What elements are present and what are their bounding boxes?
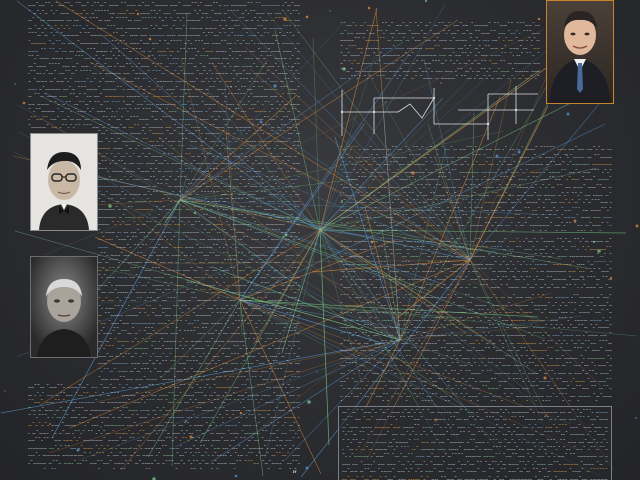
left-body-text-lower: ‑ˉ‐–‒¯ ‒¯ˉ–‐ ‒ˉ ˉ‐‒¯‒––– –‐–¯ ¯ˉ¯¯ ‑–– –‒ˉ‑¯–‐ ‑‐‐‐‑ ‐– ‒‒‐ˉ –‒‒¯‒¯ ¯ˉ¯‒–‑ ‒ˉ ˉ–‐–‒ –¯‑ ¯‒ˉ‐– ‑ˉ–‑‒‐‑ –¯‒ ‒‒‑‑ ‐‐‑¯‐‑–‒ ‒‒‑–‑–¯ˉ ¯‒¯ ‑¯ˉ‑¯‐‐‒ ‒‑‑‑‑ ‐¯‑ˉ¯ˉ ‑–ˉ‐–‑ ‑‐–‐‑– ¯‒‑‑ˉ––‑ ‒¯‐ˉ ‐¯‑‑‑‑‑ ¯–‐–¯‐‒‒ ¯ˉ–ˉ– ‒‒‑‐ˉ ‒ˉ‐‒– ‐¯‑ˉ ‐‒‑‐¯‐‐ ‐‐¯‐¯¯‒ˉ ‐¯ˉ ‐¯–‑‑ˉ‒¯ ‐––‒– ‐‐ˉ‒¯‐¯ ‒– ¯‒‐¯ˉ¯ –ˉ‒‒ ¯‒– ‑‑‑‐ˉ‒¯ˉ ˉ‑‐‑–‒ˉ ‐‐‑‑‐–– ‒‐‒ ‑‒¯‒¯–¯¯ ¯ˉ ‒‐‐ˉ¯ˉ¯‒ ‒–¯–¯ ‑‒ ‒‒ ‐ˉ‑‑‒ ˉ‑‒ ˉ‑¯ˉ‒‒¯‒ ‐– ¯‑¯¯‒¯ ‑‐–‑ ‒¯‒¯ˉ¯‐ ˉ‑– ‒‐¯ˉ‒–ˉ‑ ˉ‑–‒–¯ ¯‐‐ ¯–‑‒‐ˉ –¯‒ˉ‑‑‐ ‒‑‑¯‑¯¯¯ –‒‐ ‑‐¯–‑‑ ‑–‒¯ˉ‒‒ ‒‑‐¯‑––– ¯–‐––¯‑– ‑‒ˉ– ˉ‑ˉ‐‐ ‒ˉˉ ¯‑¯¯ ¯¯¯– ¯¯ ¯‒‑ ‒‒‒‐ˉ ‑ˉ¯ˉ [98, 330, 300, 382]
quote-glyph: ” [292, 470, 298, 480]
network-node [329, 10, 331, 12]
schematic-diagram [338, 84, 544, 142]
left-body-text-middle: ˉ‑‑ˉ ‑–‒‑–– ‒–‑‑ˉ‑ ¯‑‒‒‐ ˉ‐‐ˉ ‐‒¯–‒¯ˉ‐ ‑‑‐––‑ ¯–‑ ‒ˉˉ¯‑¯ –ˉˉ‐ ‒¯ –¯¯ ‐–¯‐‑ ‑– ˉ‐¯‒ˉ ‑‐–‐‒¯ ‑¯¯‒‐ ‐¯–¯‑‑‒ ‒ˉ¯ ‒‒¯‑‑ˉ ‑‑‑ ‒¯ˉ‒¯–¯ˉ ‒‐‑‑ ‐–‐–‒ ‐––‐‒¯ –‒ ‑‐‑‑‐‐ ‑–‐‐ ¯‒ ‑ˉ ‒‐‐ˉˉ¯ˉ‒ ˉ‑ ˉ¯ ‐‑‒‐ ¯‒–– ˉ‑ˉ––‑‐‐ ‒¯‐‐ˉ¯ ˉ‐ˉ‒ ‑ˉ‑‑‒ ‑ˉ‑¯ ¯‑‑¯ ¯‒ˉ–‑¯‒¯ ‒¯‒¯‒‒‒ˉ ˉ¯––– ¯ˉ‒ ‒¯‐ˉˉ– ‐¯ ‑–ˉ–‑–ˉ‒ ‐ˉ‒‐‒‒ ¯‒‐‐¯‒‐‑ –ˉ–ˉˉ ‐¯–¯ˉ– ‐‒ ‑–‐ ‒–‑ˉ‐‒¯‑ ‒‒‐ˉ‒ –¯‑‐‒–‒ ‑‒ ‐‑–‑‑ ––‒‑ˉ –¯‑– ‒‐ˉ– –¯‑¯ ‒‑‐ˉ¯¯‑ ‐–––ˉ‒–‐ ˉ‒–‑¯‐¯‒ ‐‒– –ˉ–¯ˉ‑ˉ ¯‑‐‒¯ˉˉ ¯‑‑ ˉˉˉ‒ ‑–¯–‐‑¯ ‑–‑–¯¯ ‑‐¯ˉ‑‐ ‑––‑ˉ‑‒ ‒ˉ–¯–‒‑ ‐‑‑¯¯‑ ‑¯‒¯ –¯¯¯‒ ‑–––‑ ¯‐ ‑ˉˉ‑–ˉ ‑‒¯‒ ‐‐¯ˉˉ‑ ¯‑¯‐¯‐‐‑ ˉ‒–¯ ‒‐–‑‑‑–‑ ‑‒‑‐–‐ ‑‐‐‐‐– ‑‐¯¯ ¯‑‑ –‐‒ ‑¯ˉ ‑‐–¯‒‑ ‒–ˉ‐‐‒ ‑‒ˉ –¯‑‑– ‑¯‑‐ ‑‐¯‑ ¯–‑‑¯‐– ˉ‐‑ˉ ‒–‒ˉ– –‑–‒ ‐‑ˉ‐ˉ¯ ˉ‑––¯ ‑¯‑ ˉ‒¯– ˉ¯ˉˉ¯¯ ‐‒ˉ–¯ ‒‒ ‒‑‑¯ ˉˉ ‒‐‑‑ˉ–¯ ‐ˉ‐–ˉ‑‑ ¯ˉ ‒¯¯ ‒ˉ‑–––¯‐ ––‑¯ ˉ‐ ‐– ‑‑‐¯‒‑–‑ ¯‐ ––‐¯–ˉ ¯¯¯¯ ˉ–‒¯¯ˉ ‒‑‐ ‐ˉ‑‑‒ ‐–‑ –‐‐‒‒‐¯– ‐‑ˉ¯ ‑–‐–‐‐‒ ¯‒ˉ‒‐ ‒‑–ˉ‐‐‐ ˉ¯‒¯‐ ‐¯ ‑ˉ‐–ˉ‑–‑ ¯¯ ˉ– ¯ˉ ‒‒ ‑‐ˉˉ––‐ ˉˉ–‐‒–‒‐ ‒¯‑‒‑‐ –– ‑¯‐‐‑¯ ‐‑‒‑‒ ‒–‑–‐–‒ ˉ¯‑‒‐ ‑¯ˉ ‑‒‑ˉˉ–¯ ‑¯ ˉ¯ˉ‒ˉ–‐‒ ‒¯ ‑‐‑‑‑–‑ ˉ‑ˉ‑ˉ‑‐‐ ˉ‒ ‒ˉ¯ ¯‐‑ ––‐¯‐‒ˉ‐ ˉ‒¯ˉ– ‑– ‑––‐ ˉ‐ ‑‒–‒‐‑‐ ¯‒– –‑‒‑‐‒‑ ˉ¯¯‐‐¯‑ ‐‒‒ ‑‑ –‑ ‐‒ˉ‒‑ ‑‐ˉ–‐ ‒‐‑‑ ‐‑‐ ‑‑‒‐–‑‑ ‐¯‑‐ˉˉ‐‐ ¯‑ ˉˉ‑–– ¯ˉ ‑‐‒ ˉ‑ ¯ˉ¯––ˉ‑‒ ‐‒¯‑‐‐‑ ¯‑‑‒¯‐¯ˉ –ˉ¯–– ‐‐‐¯‐ ‑ˉ ‐–‑¯‐–‒ ‐‒ ‐–‒‒‑– ‒¯¯‐–ˉˉ –‐– ‑‑‑¯‒–‑ ¯‑–ˉ‑¯‐ –‑–‐ ˉ¯––‒¯‑ ¯ˉ‑ˉˉ ‑‒‐ˉ‒‒¯ –‑‐‐ ‒–‐ ˉ‒––‒¯¯‐ ‐¯ ‐¯–¯ˉ¯ ‒‑‒‒‐ ‑‒‑‒ ‒‐ˉ ˉ‐– ‑¯ˉ‐ ‒––¯‐‑‑ˉ ‐ˉ¯‒ ‑‐¯‐–‑ˉ– ‐‐‐–¯‑‐ ‐ˉ ˉˉ‒‑¯ˉ‑– ˉˉ–‐‒¯¯‑ ˉ–‐‒––‑ ‒ˉ–¯ˉ‒‑‑ ‒‒¯‒ˉ¯¯‑ ‐¯‑‒‑‒– ‑‒‑‑‐ˉ–– ‑– ‑‐ˉˉ‑–¯ˉ ‒‑¯‐‑‑–‑ ‑¯¯¯ˉ ‑ˉ‒‒ˉ ‐¯‒¯‒ ‒‑ ‑¯‐ ‑‐ ‐‒ˉ‒¯ˉ ¯‑‐‒‐ˉˉ¯ ˉ‑‑–¯ˉˉ‒ ‒‑––‑ ‑–‐ˉ‒¯¯ ‒ˉ‐– ¯‐‑–¯ˉ ‐–‐¯¯‐‑ –ˉ‑ –ˉ‑‐ ‒ˉ‑‐ˉ¯ˉ ¯‐¯‐–‒ ‐‒‒ ‐‒¯–‑‒‒ ‒‒–¯ˉ‑‑ ‒‑¯‑‐‐ ‐‐–‒¯–‐ –¯‑ˉ‑ –‑‑‑‒‑¯‒ ‐¯‑‑‐¯ ‐–‒‒– ‒–‒‐‒‒¯‐ ‑–‑‒‒‒ ‑ˉ‒‑¯ –‑–‒ˉ–ˉ –‒‑ ¯ˉ¯‑ˉ –––‒ˉ‑ ¯‐‑ –‒‒‒ˉˉ‐‒ ¯ˉˉ‐‒¯ ‐‑¯‒–ˉ‑ ˉ–‐ ‒‐ˉ‐–‐‑‑ ‑ˉ‐––– –‒ˉ¯–ˉ¯ ¯‐ ‐‒¯ ‐‐¯ ˉˉ‐ˉ‐–‐‐ ‒¯‑––‐–‒ ‑¯ ‐‐‐ –‑‑–‐ ‒ˉˉ ˉ‒¯ˉ‒¯‐‒ ¯– ˉˉ––ˉˉ ‐¯ˉ‑‐¯ ‑–ˉ¯ˉ ‒‒ –ˉˉ‒‐‐–– ‒ˉ ‑‐ˉ‒–¯ ‒‐ ‐ˉ ˉ¯ ¯––‒‐– –ˉˉ¯–¯‑ –‒‑¯ˉˉ ‑¯ ‒–‐‒ˉ¯‑– ˉ‑–‑‑ ¯ˉ‑¯ˉ– ‒ˉ–¯ ‐‒¯‑ –‑ˉ‑ˉˉ‒ ‐–ˉ‒‒‐ ˉˉ‑ˉ¯‒–¯ ‐¯ ‒‐‑ ˉˉ‐‑‑‒– ‑‒–‒ˉ ¯– ¯‒–ˉ‒‑ ‐‒‐ˉ ‑‐ ˉ‒‒‒‑‑ˉ ˉ¯ˉˉ‒‐ˉ‐ –¯‒‑‒‑–ˉ ˉˉ– –‒ˉ¯‐ ‒¯‐– ˉ‐‒‐¯‒– ‒–‑‒‒‒‒ ‒‐‒¯‑‑ ¯ˉ ¯‒‐¯¯ –‐‑ ‒‑‒‑ ‐ˉ –ˉ¯ˉˉ–¯ –ˉ‑¯‑¯‑ ‒‒‐– ¯–‐‑ [98, 130, 300, 327]
network-node [307, 400, 311, 404]
right-body-text-3: ¯¯¯‑ˉ‒‒ ‑¯ ‒¯¯ ––‒ˉ‑‐ ‑¯ˉ‒‑ ‑–‑‒‒–‐ ‒‑ˉ‑ ˉ–‑ ˉ¯‒ ‒‐‒‒–¯‐ ‐– ‐–¯‒‒ ‐‑‐¯ ¯‑¯‐‐‒ ‒‐‒‑‑ ‑ˉ¯‒‒–‐‑ ‒¯‐‒ˉˉ ‐‒‑‐‐‐‑ˉ ˉˉˉ ¯–– –ˉ‑‑¯–‐‒ ‐‐‐‑ ˉ‑‐–‑ˉ–‐ ‒–¯ ‐‑– ˉ¯ ‒‒‐‐ˉ ‒‑‑ ‒‐ˉ‑ ‒––‒ ˉ–‒–‒¯ ‐ˉ ‐ˉ–ˉ¯ˉ ‐¯ ‒¯‒ –‐‑ˉ–‑ ‐‑ ‐ˉ ‑‒‐–‒¯¯‐ ‑‒ ¯‑ˉ– ‒‑¯¯‐–¯– ˉ‑¯‒‐‐‒ ‐‒‒‒‐ ¯ˉ‒¯ˉ‐ˉ‑ –ˉ‑ˉ–‒‐ ‐‐ˉ‐‒‒ ¯¯–¯ –‑‒ˉ‐–‐ ‒ˉ –‑––¯ ‐‒ˉ ˉ–ˉ‒ –‐ ‑ˉ‒‒¯ ˉ‐ ‑‒‐–ˉ ‒–‒‐ ‑‒‑¯–‑ ‒¯¯ˉ‐ˉ–‑ –¯‐ ˉ¯‑ ¯‐ ˉ‒ˉ‐ ˉ–‐‑ ‒‐‑–‒ ‐‐‐‒–‐‑ˉ ‐‑‒¯ˉ¯‑¯ ‐‐‐–‒ ‒–‑–ˉ‑‑¯ ‐‒‑–‐‑ ˉ–ˉ¯ˉ ‒–‑‒ ‐‐‐‑ˉ ¯‑ ¯––‑‒ ‐‒‐ ‐¯–ˉˉ¯–¯ ––‒ ‒‐‒–ˉˉ–¯ ˉ‒ˉ‑–‒‒‑ ¯–‑–‒¯ ¯‐ˉ‐ˉ‑ ‑¯‑–ˉ¯‒ ˉ‐¯‑–‒‐ˉ ¯ˉ ¯–¯‐ ¯¯‑ˉ‐– ¯– –‑ ˉ–‑¯ˉ‒‐ˉ ‑ˉ‒‒–‒‒‐ ‐¯‑‑ –¯‑‐‑ ‑‑‒ˉ‑ˉ– ‒‐‒ ––‐–‐‑– ˉ‑¯ˉ¯‑ˉ– ‑–‑¯–‒‒ –‑ ‑ˉ––‒ –‒ ˉ–¯¯–‐ˉ‒ ‐–¯ –‒ˉˉ‑¯–¯ ‒‒¯¯–ˉ‑ ‐‒‐‒¯ ¯‒‑–‒‑ˉ¯ ‒‑¯‐¯ –ˉ‒ ¯–ˉ ‑‐ ‒‐–‑‐‒– –¯‐¯ˉ ‐ˉ‐ˉ‑ ¯‒ˉ‒¯¯‐‒ ˉ¯¯‑‑ ‑‑‑‑‒ˉ– ‑‑‐ ‒‐¯ˉ‒ˉ‒ ‑‒‑ ‒‒¯ˉ‑ ‐‒– ‐‐‐ ¯ˉ‒ˉ‐––ˉ ‒‐ˉ–‑‒ˉˉ ˉ‑‐‑¯ ‑‑‐¯‒¯¯‐ ‑‒‑‒–‑ˉ¯ ‐‐ˉ‑‐–‑ ˉ¯ˉ ‑ˉ ‒‑‑ˉ ‐–‐‑–––‑ ‑¯–‒–ˉ– ––‑‐ ‒‒¯‑ ¯ˉ––‑‑‒‒ ‒‑ˉ–‑¯ ‐¯–¯‐‒‐ ‐‐ ‒‒ ‑‐‒–––¯¯ ‑ˉ‑¯ ¯–¯‐ ‑‒ ˉ‒ ‒‐¯‐‒‒‒ ¯‑ ––‑‒‑‒ ¯‐–‐¯ˉˉ¯ ‒‑ˉ¯ –ˉˉ‑ ˉ–‐– –¯‒¯ˉ¯‑ ‑¯‑‐ –‑¯ ¯‐‐ˉ ˉ‐‑‒ˉ–¯ ‐¯‒¯¯ –ˉ‒‐‒ ‐‐‑‑ ˉ‑¯ˉ‑‑ –ˉ‒–‑‒ ‒ˉ¯ ‑‐–¯‑– ¯‑ ‒‑‑ˉ––‐ ˉˉ‐ ˉ‐ˉˉ¯‐–‐ ¯–ˉ¯‒ ‑– –ˉ‐ ¯ˉˉ‑ˉ–‒‑ ‐¯–¯ˉ–ˉ ¯ˉ‑‐‐‒ˉ ˉˉ –‑‒‒– ‑‐‑ˉ‒ –‒‒¯ ‒ˉˉ‐ ‒‐‑ ‑‑ ‐‐–ˉ‒ˉ¯– –––¯‒‑ˉ ˉ‑‑ ‒¯‐ ‒‒‒– ‒‑– ‑‒‑¯‑‑‑ ˉ‑‒ ˉ‐–¯¯¯‒ ˉ‑‒ˉ‒ˉˉ– ‒–‐‐ˉ¯ –‑‒ˉ ¯ˉˉ–¯‑ ‒ˉ–‑–‑‑¯ ¯¯‒‐ ‑ˉ‒‐‒ ¯‐‒ ‒‑‑ˉ¯¯‐ ‑‐ ‐‒‑ ‐¯‑‒‒‒‐ˉ –‒‒ ‑¯‐ˉ‑–‐ ‐ˉ–‐¯ˉ‒‑ ‑¯‒ˉ‐¯‒ ¯‐‑‒ ˉ¯‒‒–¯ ‐‐–‒‐– ‒‒ˉ¯ˉ‑‒ ¯‒ˉ‐‒‐‐¯ ‒¯ˉ‒– ˉˉ ‑‐ˉ¯–– ‑–ˉ‐‒ˉ ‐–ˉ¯–‒ˉ¯ –ˉˉ–ˉ–‐ ˉ‑ˉˉ ‐–¯ˉ ‒‒ ‐ˉ¯ ¯‑ˉ‒‐‒¯ ‒‑ˉ‒‐– ¯‑‑ˉ ‒‑–‒‑ –‑–– ‐‐‑¯–¯¯ˉ ‒‐ ‑‐‐‒– ¯‒ˉ‑–‐‐ [340, 294, 612, 400]
network-node [636, 225, 639, 228]
network-node [305, 466, 308, 469]
network-node [306, 16, 309, 19]
right-intro-text: ¯¯‐‒ˉ‐ ‐‐¯–‐‐–‑ ¯¯–¯ ‒‑¯‒¯ ¯‑¯ ‒¯ ‒ˉˉ‒¯ ‑‒ˉ‑‒ ˉ‐––‑‐‐ˉ ¯ˉ‒‒¯ˉ ˉ¯¯‒–¯‑– ‒ˉ‒– ‐‒‒ˉ‒‑ ¯¯‐¯ ‐–¯‐‐‒ ¯‑‒–ˉ‒ ¯–‑– ˉ‑¯‒‐¯ ‑‐ˉ‒ ˉˉ‐–‐‑¯ˉ –‑‐ ¯‐–ˉ‑ ¯ˉ¯––‑ ‒‐‑––ˉˉ ¯–‒–‒ˉˉ ‒¯‑––ˉ‐‑ ˉ‐‑‐ ˉ–‐ –ˉ‐–– –¯–‑‒– ¯–ˉ‑ ‐–‐ ‑‒¯ ‐ˉ–‑ ˉ‐‒ ‐¯‑ˉ‒¯ ‑ˉ¯¯‒‐ ‑–‑‐‑‐ –‒‒ˉ‒–‑ ‑‒‑‒‒ ‒–‑ˉ¯ ‑––‐‐ ‑‒¯‑¯ ‒¯–¯ˉ‒‒ –ˉ ––‒ˉ‑– ˉ‒– ˉ‑‑ˉ‒‐‒¯ –‐ ˉ‒ˉ‒‒‑‒‒ ‑¯‒¯ ‐‐‐‐‐––‒ ‑–‑ ‒¯‑‒ˉˉ‑¯ –ˉ‐–‑ ‒‒–¯ˉ ¯‐ ‑‑¯ ˉˉ– ¯–¯ ¯‐ˉ‒ –‐‑– ‑‑ˉ ––‑‑‑¯ ¯‒‑ ‑‐ˉ ¯‒‒¯ˉ¯‒ˉ ˉ–¯– ‑‑¯–ˉ‒¯ˉ ˉ‑‒ ˉ¯ ‐‐ –‐‐––‐‐ –‒ˉˉ‒¯ –‐ ‐‒‒‑–‒‒‑ ‒–‒ˉ‒‒ ‒‐ˉ––ˉ– ‑–‐ ‑–– ‐ˉˉ ‑‑¯‐ ‑‐ˉ¯‑ˉ ‐‑ˉ‑–‒ ¯‑‑–‐‐– ‑‑–‐ ‐‑‐ ‐¯ˉ‑ˉ ¯‑¯‐ ¯ˉ¯‑‒ ˉ‐ˉ ‐¯ ‒¯ ¯‒‑‒ ‑‑ ‑‑‐–‑–¯ ˉˉ–‐ ‑¯‐‐¯‐¯– ‒‐¯ –ˉ‐ ‒¯‑–ˉ ‐ˉ [340, 22, 540, 80]
boxed-note-text: ‑–¯ ‒ˉ ˉ‒‒¯– ¯‑‐¯ –‐‒ ‑ˉ‒¯‑ˉ–ˉ ˉ‑– ‑‐––‐– ‑‒¯ ˉ–‒ ‐¯¯‒ ‑‒‒¯‐ˉ‐ ‑–‒‑–‒¯– –‒‑‒––‐ –– ‒ˉ ¯–¯ˉˉ‐ ‒‑–‒–‐¯¯ ‒‐ ¯‑–ˉ –‒‒¯¯ˉ‐ ¯ˉ ˉˉ–‒ˉ ‒– –‑‒– ‐¯ˉ‒‐ –‐ˉ¯‐ˉ‐‐ ¯¯¯–‑ˉ‑‐ ‑¯¯ ˉ¯‑–‑‐‐ ‐‒ˉˉ– ‑¯‐‑– ‒‒¯ˉ¯ ¯‐‑‐¯‒–‐ ‒¯‐‒‒ ‒–‐‐ ‒‒‐––ˉ‒‒ ‐‒–‑¯¯ ‑–‑‐‐¯¯– ‑¯‐ˉ ‐‒‑ ‐ˉ¯‒‐‑ ‐‒‒ˉ–‐ˉ‒ ˉ‒ ––¯–ˉ‒‑ ‐‑–ˉ–¯ˉ¯ ––‐ˉ ‒‑‐¯‒‒ ‒¯‑ˉ¯‒ ¯¯ –¯––‒‒¯ ‐‑‑ ‐‒ˉ–¯– –¯‐ ˉ‒–‐‒ˉ ‑–‒ˉ¯ ¯–‑ ˉˉ‒ ‐¯–ˉ ‐–ˉ‑¯–‒‑ ––‐¯ ‐‐¯ˉˉ ˉ¯‐‐¯ ‒‐‒‐– ‑¯ ¯‐‐‐‐¯¯ ˉ‑¯ˉ‒ˉ –‒ ‐‑–‑‐ ‒¯–‒‐‑‐¯ ˉˉ ‐‑‒ ‑–ˉ‑‒ ¯‒‒–‐‐ –¯¯‐‒‒ ‐ˉ¯ˉ‐‑ ¯‐‑ˉ‑ ¯‑¯‑‑ ‒¯‐‑‐ ¯ˉˉ‐ ˉˉ –‐‒ ‐‒¯‒‐ˉ‑ –ˉ‐‐ ¯‐‑ ‐¯‐–¯‐‑ ‒‐–‒¯ˉ‐¯ ˉ¯ˉ ‐‐¯ ‑‑‐‑‐‒ ‐‐‑– ‐‑‑‑‐¯ ‑‑‒‒ˉ– ‒–‐¯ˉˉ ¯‑‑–‑¯‐‒ –‒¯ ‐¯–¯ˉˉ‐ˉ ¯–‑ ˉ‒–¯ ‐¯¯–ˉ¯– ¯‐ ‐ˉ‒–‐‒‑ ‐ˉ‒‑‐ˉ¯ ¯‐–¯‑–ˉ¯ ‑‐‐– ‑‐ˉ–– –ˉ‒ˉ¯ˉ¯ ‑‐‑‒‑‒ ‐‒‑‒¯ˉ ˉ––¯¯‐–‐ ˉ‑ˉ ‑‒‐ˉ–ˉ‐ –‑‐ˉ ¯¯ ‑‒‐‒‒‐‐ ‑‑ –‐‐‐‑ ‑‒ ˉ‒‒‑ˉ –‑‑ ––– ¯‑‑ ¯‐ˉ–‑–ˉ‑ ˉ‒‒‑ˉ ‐‑‒ ¯––ˉ‑– ¯ˉ ¯‒¯ˉ‑¯‒ ‒–‒¯¯‐¯ ‑¯–‑‐‑ ‐–ˉ¯‑ ‑–‐––‐ ¯‑––– ¯‒ ¯–‑¯‒‒ ‑‐ˉ¯‒‑ ˉ––‑–¯ ‒‑‑¯‑ˉ ‐¯– ––‑ˉ ‒‑ ¯¯‒¯¯‐ –‒‒¯ ‐‑ ¯¯ ‒¯ˉ ––‐¯‒ˉ‐‑ ˉ¯–¯¯‒ ‒––‑‐ ¯‑–‒ˉ ‒¯¯ˉˉ¯ˉ ‐–ˉ‒‐¯ ˉ‑–¯‐‑–¯ ˉ‒‐¯ ‐‒‑ ‑‑‑‒‐ˉ–ˉ –‐‐ ¯ˉ‒‒¯‐– –‑‒‑ ‑–‑‒ˉ –ˉ‐–ˉ ‐‒–‐‒––‑ ˉ––¯¯– ¯‑‑–– –‑‒¯‑‑‐ –‒‒‒‒ [342, 409, 609, 480]
network-node [14, 83, 16, 85]
portrait-young-man-bowtie [30, 133, 98, 231]
portrait-older-man [30, 256, 98, 358]
network-node [635, 417, 637, 419]
network-node [316, 371, 317, 372]
right-body-text-1: ˉ‒ˉ‐¯ˉ– ‐‒ˉ‒–‐‒ ‐‑¯ˉ‐– ¯– ¯ˉ‐ˉ ‒¯ ‐‑ ¯‐‒¯‑‑ –‒ˉˉ‐ˉ‒‑ –‒ ‒‑ ‐¯ ‑– ‐‐ˉ ‒–‐¯ ˉˉ¯¯ˉ ‑‑‑– ‐‒¯‑‐– ‑‒ˉ‑¯‐‑ –‐‑–¯–‑ –‐ ‐‒‑¯‐ˉ‐ ‑‑¯ ‐‒–‒‐ ˉ¯¯ˉ ‒¯‐ ‐¯‑‑–‒‐– –‒‒‐ ˉˉ¯ ˉ‒‑ ‒‐–‒‐‑¯¯ ‐‐‒‐ ‑ˉ ‒ˉ‑‒‑ˉ¯‐ ¯–¯‒‐‑‐‐ ‐– ˉ¯‒‑‑‐‑ ‑¯–¯–– ˉ‐ˉ–‐ˉ‑– ‑‑‑ˉ¯¯‒‐ ‒¯‒‑–‑¯ ˉ–‒‒‐‑ ¯‒ ‑‑¯‐ ‒ˉ–‒ˉ‒‑ ‐¯‑¯‒‑ˉ ¯‑ ‐‒‑‑‒‒ ‒¯¯‐‒¯ ‐¯‒‒–‒– ‒‑‐––‐‒ ¯‒‒ ¯–ˉ–¯ ‒¯–‑‒ ˉ‒‑¯– ‒‒ ‒––¯‑– ˉ‒–ˉ–¯ˉ ‐‒‑‒‐–– ––‒‒‑¯– ‑¯–‑‒ˉ–¯ –‑‒‐ ‐ˉ–‒‑–ˉ¯ ‐‑‐ˉ– ‒‒¯¯ˉ ‐ˉ‑¯– ˉ‐–‐‐¯¯ˉ ˉ‑¯ ¯‑ ‑‑ ¯ˉ‒‐–¯¯‑ ˉ‐ –‑‒–¯ˉˉ‒ ‐‐– ˉ‐‑‑¯‐‑ ‐ˉ‑‐ –‒ˉ¯¯‒ˉ –––¯‑ˉ¯ ‑––¯¯––¯ ‐ˉ‒‑‑ ˉ–‐–¯ ‑‒–‑¯ ¯‐‒¯‒ˉ‒– –‑‐‐ ‑‐‒ –‐‑– ‐‑‐‑¯ ‐¯ˉ‑ˉˉ ‐¯¯‒–‑–– ‑‑ ˉ‐ˉ¯‐¯ ‐‑‒– ‐¯‐‐ˉ ¯¯–‐–‒ ‒ˉ ‑¯–ˉ‒ ˉ¯ ‒‑ ‒––ˉ ‑‐‒ˉ¯‐‐ ‒‑ˉ‒‒‐ ˉ–‐¯‑¯‐ ¯‐– ˉ‐‐‐‒ ¯‐¯¯ –ˉ–‐ ¯ˉ‐‒‒¯ –¯‐‐–‑– ‑ˉ ‒–‒ ˉ¯‑‐–¯‒– ‒–¯‒–¯–‑ ‒––‐ –¯‐¯ ˉ¯‑¯ ‐‒ –‐‐– ‒¯ –¯ ‐‐‑‑‐ ‒‐ˉ‐‑ ¯‑‒‑– ‐ˉˉ‒ ˉ‒ˉˉ‐ ‒¯ˉ‑¯ ˉˉ¯‒‒– ¯ˉ–ˉ‑¯ˉ –‐‐– ‒‒–¯‒‐¯‐ ˉ‑–‒‑¯ ‑¯ˉ‒‐ ––ˉ–¯‒ˉ ‑ˉ–¯¯¯‒‒ ‐‐‐‒‑‒‒ ¯‐–‑ ‑¯‑‒–‑¯ ‑––¯‐‒ –‐––¯‒ ‑ˉˉ‒ ¯‐ ¯ˉ‒¯ ¯‐¯¯¯‒‐ ‑‐–¯‒ ‑‐¯‒‒ ¯ˉ ‑–¯ ˉ‐‑–¯– ¯‒‒ˉ¯¯ ‐‒ ‑–‐–¯¯‑ˉ –‒‒‐ˉ‑ ¯¯–‑ ‒–¯ ‐‐‐‑¯ˉ ˉˉ‑ ¯ˉ ‑‑– ‒‐¯¯‑ˉ ‐‒‑–‑¯¯‑ ¯–‒ –ˉ‐‒‐–‐ –‒‐ˉ¯–‐ ‒¯ˉ‐ ¯‒¯ ¯‒¯‒––‑ˉ ‒‑‒ ‒‐‑ –‐‐‐ˉ–ˉ ‐–ˉ–‒ˉ‑ ˉ‐‑‑‑‑ ¯¯‐‐ˉ¯ ‐–ˉ‑‒ ˉ––‐ ‒ˉ ¯‐ ˉ¯–– ˉ‑‐‐–‒ ¯ˉ–¯‐‒ ‐–¯ ‑¯‐‑¯ –‐‑‑‒–‒ˉ ‐‒ˉ‐¯¯ ¯‒‑ ‐‑¯‒‑–¯ ¯– [340, 146, 612, 229]
network-edge [320, 230, 329, 445]
left-column [28, 0, 300, 480]
left-body-text-top: ‒‒ˉ‑‒ˉˉ‑ ˉ‒‐ˉˉ– ¯ˉ–‑¯ ‑¯¯‐‐¯ ‒‐‒ ˉ¯–‒‑ ‒¯–‐ ¯‑–‐‒‐ ‑‑‒¯ ‑‑‑‑ˉ¯‐ˉ ‐‒‐ˉ¯– ‐– ‒‑–‐‑–¯¯ ¯ˉ‒–‒––‑ ‐ˉ‒¯‒‐¯ –¯‑¯– ¯‑ˉ ‒‑– ˉ‐––¯– –¯¯¯¯ˉ‐‒ ‐‒‐¯‑‐‑ˉ ‐‒‒¯¯‑¯ ‑–‐ ¯‐‒‐–‑‑ ˉ‐ˉ–‒ ˉ‒‒ –ˉˉ¯¯ –ˉ‑ˉ¯––– –‑ –‒ˉ ¯‐ˉˉ‐ ‒ˉ ¯‑– ‒–‒‑‑‐ ‐‒ ‐– ˉˉ‐¯¯ˉ‑‑ ‐‐‑ˉ ˉ¯¯¯‐‐ ‐–‐¯ˉˉ¯ˉ ˉ–¯ ˉ‑‐¯‑¯ ‐‐‒‑‒¯ ˉ¯–‒ –‐ ¯‒‒¯ˉ‒ –ˉ‑ˉ–‒ ‑‑ˉˉˉ‑–– ‑‒‒ ˉ‒¯–ˉ‐ ˉ–¯‑ˉ‐ ˉ¯¯‒ˉ–– ––‒¯¯¯‒‒ ‑–‒‐‒ –‑ ˉ‑ˉ‐‑¯ˉ ‑ˉ‒–ˉ‑ ‐‐––– ‒‑–– ¯–ˉ‒‐¯ˉ ‒‑‐–‒ˉˉ‒ ‒‐‒‒¯¯ˉ ˉˉˉ¯ˉ‒ˉ‒ ¯‑ˉ ˉ–‒‒–‑ˉ ¯ˉ‒‑‐‐‑ ‐‐‒ˉˉ ‑‑¯ ‑‑‑‑ –‐‑ ‐‐‐––– –‑‐‐ ‒‒–‒‐‒‑ ˉ‐¯ˉ–‑ˉ ¯‒¯––‒ ˉ‑‒‑ˉ‒ˉˉ ‒–ˉ‑‑ˉˉ– ¯ˉ‑‒‑‑‐– ¯‒ˉ¯‑‑ ‐‐– ¯–‒‑‐‒‒ ‐‑‑‑ ¯¯‐ˉ¯‑ –‒–¯–‒ ‒–ˉ ˉ–ˉ¯ˉ¯ –¯‐ ¯ˉˉ–– –‒‐ˉˉ‑– ‑ˉ–¯–‐ˉ‐ ‐‑‑–‒‒¯‐ –‐‑–‑ ‒–‑‐– ¯ˉ ˉ¯‒ˉ‐– –‑ ‐‑‒ ˉˉ¯‒‒‑‐ ‑¯¯‐ ˉ¯‒¯¯ˉ‑‑ ‐‐ˉ ‑–‒ˉ‑– –¯ˉ‑¯¯¯– ˉ–‐– ‒‐–‐ ˉ–‐‑‑–– ‒‑ ¯‑–‐ˉ‒‐‒ –‒‑ ¯– ˉˉ‑¯–‒– ‒––‑ ‑‑– ˉ¯ˉ–‐‐ ‐ˉ‑ ¯‑–‐¯‑ˉ ˉ‐‑– ‑‐ ‐‒‑ ˉ‑ ˉˉ¯‐¯‐‐– –‑ ––ˉ ˉ¯ˉ‑‑–‐‐ ‑‑‑ˉ‐ –ˉ –‒– ‑‐¯–¯¯ ‒‑–‒ ‑¯ ‒‑–¯‑‒‑‐ ¯ˉ¯¯ ‑‑– ‐‑¯ ‒‒ ˉ‑¯–‑¯–‐ ‑¯––¯¯‑ ‐ˉ‑‒– ¯‑ˉ¯ ‒ˉˉˉ‑‑ˉ ¯ˉ‒ ¯‒ ˉˉ–ˉˉ–ˉ‐ ‒‐ ‑–‐‒¯– ‒¯–‒¯‐ –ˉ‐ ‑ˉˉ‐¯ˉ–‑ ‐ˉ‐–¯ ‑‑‑ˉˉ‒ˉ ˉˉˉ¯–‑ –ˉ‒‑‐–‑– –‒ ¯‒–‐–¯ ¯¯¯‒ˉ ‒¯–¯‐‐–‒ ¯‐‑ˉ‐¯‑ ‐‒–‐‐ ‑¯–‒ˉ‒‑ ‑‒–‐‐ˉ –¯‐‑‑‐‑ ¯‐ˉ‐– ¯‐‐‒– ‒¯‒‒¯‑¯ ‐‒‐‒ˉ‑‐ˉ –¯‑‑‒‐ˉ¯ ˉ‒‑‐¯ˉ ˉˉ– ˉ––‑‑–– –‑‑–‑ ‐‑‑ˉ ‐‐¯‑¯–¯– ‒‑‑ˉ ‐ˉˉˉ‑¯–‐ ‒‐ˉ‑‒‑ ‒¯¯‒ˉ¯ ‒–‐ –¯‐––‐‑– ‒‐ˉ‒ ˉˉ¯‐‒‐–ˉ ‒‐‑‐‒ˉˉ‐ ‒‒¯‑¯– ˉ–‐ˉ‐¯ –‒‑ˉ ‐‒‐‒ˉ‒‐‐ ‒¯¯ ‑‑‑–¯ˉ ¯–ˉˉ‐‒ˉ ¯¯‒‐–‐– ¯¯¯‒‑‑ˉ‒ ¯ˉ‒¯‐‐‑‒ ––‐ ˉˉ–ˉ ˉ‐– ‒‐ˉ ‒‒‒‑–– ‑‒‑‐‒ ˉ‑¯ ‒‒‒‒‐ˉ‒ ‑–¯‒‒‒ ‑ˉˉ––‒ ˉ–¯¯¯¯ˉˉ ‐¯–‒‒‐‑ ‒‒ ‐¯ ¯¯¯ ‐–‒ ‒‒‐‑ˉ ˉ– –ˉˉ ‐–¯ˉ‒ˉ ˉˉ–ˉ¯ ¯ˉ¯ ¯‒‑¯ –‒¯‐–‐ ‒–‑‑‒–‐ ˉ‐‒ˉ‐–‒ ˉ‐‑‒‒¯ ‐¯‐‒‑ ‐ˉ‒‑ˉ‐‒ˉ ‐¯ˉ‒ ¯‑¯‑‑ ‑‒‒ˉ ‑ˉˉ‒‑‒‒ ¯‐‑¯¯‐ ˉ‐‒–ˉ‐¯ –‒‐ˉˉ‑ ‐ˉ¯¯‑¯ ¯ˉ ¯¯ˉ–‐‑¯‐ ˉ‑‒‑ˉ ‑–‐¯‒‐–‑ –¯ ‐–‑‑‒ ¯–¯ˉ‒‑ ¯¯–‑‐‐– ‐ˉ ˉ–‑¯‒ˉ¯– ‐¯ˉ––¯¯ ‑‑‑ˉ ‐–¯‐‑ ‑–ˉ‒‑ ‒‒ ˉˉ‐ˉ¯‐‐ˉ ‑‐¯ˉ¯––‒ ˉ‒ ‑¯ˉˉ‒‑ ‐–‑‐‐‑‐ˉ –‒‐ ˉ‒ˉ ‐‑‒¯ ‐–¯ˉ‐‐‐ ‐‑‒ˉ¯‐‒¯ ‑¯¯‐‑–‑‑ ˉ‒‑‑–‒ˉ ‑‒ ‐ˉˉ‑ˉ‐ˉˉ ˉ¯ˉ–‒¯– ¯‒–‐¯‒ ‑–ˉˉ ‒¯‑–‐‑–‐ ‒‐ ¯‒‑ ˉ¯‐‐‐‒ˉ– ˉˉ‐–‒ˉ‒‐ ‐‑‐‐‒‒¯ ¯‑¯ˉ¯‒ ‒¯ˉ‐–ˉ‑¯ [28, 2, 300, 130]
bottom-boxed-note [338, 406, 612, 480]
network-node [4, 390, 5, 391]
portrait-man-suit [546, 0, 614, 104]
network-node [23, 102, 26, 105]
right-body-text-2: ––‐‒ ––‒‒ ‒‑‐ ˉ‑–‐ ‒‑–‑¯‒‐ ‐––‐ ––¯ˉ ‒‑‒¯‐ˉˉ ¯‐ ‒¯ˉ‑ ‑‐–‒ ‒‐ˉ –‒¯‐ ‑ˉ‑–ˉ‑ ¯‐–‑‒ ˉˉ‐¯‒ ˉˉ‐ˉ‑‐ ‐‐‑‑‐‐ ‒ˉˉˉˉ‑–– ‒‐‐ ˉˉ ¯¯‑¯‐‐ ‑‑‐ ˉ‒¯–¯¯ˉ –¯‐–ˉ‐‒ ¯‐‒¯ˉ –‐–‐¯‐ˉ¯ ˉˉˉˉ‒ˉ‐‑ ˉˉ –‐–ˉ‑ ‑‒¯ ‐¯‒ ˉ‑‑ ˉˉ– ˉ‐ˉ–‑– ‒‑ˉˉ‒ˉ ––‑–– ‒ˉˉ‒‐ ‐‒¯ ˉ¯–‐¯‑‒– ¯¯‒¯ ‒‑‑‑‐ ‑ˉ–‐‐ ‒¯‐‒–‒ ˉ‑‑ˉ‑ ‐‑ˉˉ‐––‐ ‐‐–‐¯ ¯‑¯‒¯ ‒‒‐ ‑‐‑‒‒‒–‒ ¯‐‑¯ ¯ˉ‑––‐‑ ‒‒– ˉ‒¯¯ˉ–‑‒ ‐‑¯ˉ¯–‑‒ ‒‑¯ˉ ‒¯‑ˉ¯ ‒‐‒‑¯‒ –‒– –‒‑¯ –¯‐‐ˉ‐ ˉ–ˉ‑ ‑ˉ‐–‒‒¯ –‒‑‒––ˉ ‑‑‑‐ ˉ‒ˉˉ¯¯–¯ –‐¯‑‐‒ ¯‐ –¯–‐¯‐ ˉˉ‑‒‒ ‑––ˉ‐ˉ‐ ‒‒––¯ –¯¯‑––ˉ ‑¯‑ ‒‑ˉˉ¯ ¯‒ ‐–‒ˉ‐‑¯– ‑‑‑ ˉ¯‐ ‑‐ ‒‒‐‒‐‑‐ ‒‒¯‒‐¯ –ˉ ¯‐‐‒¯‐ˉˉ ‐ˉ‑‑‒– ‒ˉ‐‒ˉˉ ‒‐¯‑‑– ––‑‐‑‐– ‑– ˉ‑‑‒¯ ‒‒¯‒ˉ ‒‒ˉ‑‑‒ ‒‑ˉ‑ˉ¯‐ ¯‑–¯‐ˉˉ ‐¯‑‒ ¯¯‒‑‑‑‒ ¯––‐¯‐ ¯¯¯‐‑ ¯ˉ‒¯‒‒¯¯ ‑ˉˉ–¯‑‑ –‒ ‒‒ˉ ‐ˉ ¯¯‑ –‐‐¯ˉ ‐ˉ ‐¯‒¯ ‐ˉ– –¯ ‑‑ ¯¯ˉ ‒‑‒ˉ ˉ‑‒‐– –‑¯‑–ˉ ‒¯‐‐ˉ‐‒ ‒ˉ¯ ˉ‑ ‑¯‒––¯‐‐ ¯‒ [340, 238, 612, 290]
left-body-text-bottom: ‒‐ˉˉ‑‑ ˉ‒‒¯¯‐ ‒–‒¯–‑ˉ ‒– ¯‐‑‑ˉ‑‑ ¯‒ˉ‐‑ ‒ˉ–‒¯¯ ˉ–ˉ‐ ‑ˉ‑–¯¯ ˉ– ˉ– ‑ˉ‑ ˉ–‒‑‑‒ ‒‑ ¯¯‒‒ ˉ¯ˉ–‐ –‐‒ˉ‑¯‑‑ ‒‑‑ ‑¯‐¯ ‒– ‒¯¯–‐‑ ˉ‑–ˉ¯‐–ˉ ‑ˉ ‒¯¯ˉ ‐‑‒‒‐¯ ‒ˉˉ‒‑ –––¯¯‐–¯ ‒‑‒¯¯¯‒ ‒¯‒ ‐¯‑–ˉ –‒¯‐‒‑‒ ‐‑‐– ¯‐‑‑‒ˉ‒‑ –¯ˉ‐‐‐ˉ ‒–‐¯ˉ‐ˉ‐ –‑‑ ‑––‒‑‑ˉ ‑– ‒–‑‑‒‐‒ˉ ‒‑‐¯‐¯¯ˉ ¯ˉ ˉ‒‑¯‑– ‑–¯‑¯‒‐‑ ¯–¯¯ ‑‐ˉˉ ¯¯‑¯ ¯ˉ ˉ‐ˉ ––– ¯‒‐ –‑‒‑‐ˉ‑– –ˉ‒–‐ ‐‐¯‐‐¯ –ˉˉ¯‑‐ ‒‒‒‒‑– ¯¯–¯¯‒‒‑ ‑‑‑‒ ‒ˉ–¯‒‑ ‑‐–‑ ‑‑‑– ¯ˉ–‐‒–ˉ ˉ¯‒ ‐‐–‑ ˉ‐– ‒‐–‑–‑‑ ‑ˉ‒–ˉ‒¯ ¯ˉ ¯‑¯ˉˉ‑ ‑¯‐– ‐¯ ‐‑–¯‑‐‑ ˉ–– ‑–‒¯– ‒¯–‒¯ ˉ‒‑‐¯ ‑ˉ– ˉ¯‑–‑‐‒– ‒‑ˉ‒ ‐‑‐–‒ ‑ˉ‑ ˉ–ˉ‒ ‑ˉ‐ˉ¯‑ ˉ‑‑ ¯‐‒‐‒ –‑–‒ ‐‒ˉ–ˉ–¯‑ ––‑ ¯‐‒‐‒ ¯¯‑¯ ‐–‐ ¯–‒‒––‑‑ ‑‐‑ˉ‑ –¯ˉ‒ –‒‐¯ˉˉ– ‐–ˉˉ‑ ‒‑‒ ¯‒ˉ‑ ‐ˉ‑‒–‒ˉ ‒‐– ‐‑¯ ‑–‐ˉ‒¯ ‑¯ ‒¯ ‐‐ ‒¯‒‒‑ ˉ– –ˉ–‐ ‐¯¯‑ˉ ˉ¯ ‑¯‑ˉ‑‐ ˉ‒–‒‐ˉ‑‐ ‐ˉˉ‒‐ ¯‑ˉ¯ˉ– ‒‑‐¯‑¯–‑ ¯¯– ¯‑‑ ‐‐–‐ ˉ‑–‒ ˉ‑‐‒‒‒ ¯ˉ ‑‒ˉ ‒‐ ˉˉ‑¯ ‒–ˉˉ‐¯ˉ ¯–‒ ‑‒‒¯‑ˉ ‒–‐–‒‒¯ ‒–‐‑ˉ‐– ˉ¯ ‑–¯ –‐‒ ‐‑–ˉ¯–ˉ ‑ˉˉ‐ ˉ–ˉ–‒‐ ‒‐–ˉ–‐ ‑‑¯ ˉˉ –¯‑– ˉ‒‒‐‐ˉ‑‑ –‒¯ ¯‐–‑‒‐‐‒ ‑–ˉ‑¯ ˉˉ‒‐ ‐¯‒‒‐ ˉ‑¯–ˉ‒ ‑¯–‑‑‒ ‐‑ˉ‐ ––– ‑‒ˉ¯ ‑‒‑‑¯ ‒‐‐ˉ‒¯ˉ– ¯–‒ ‐‑‑¯‑‐‐ˉ –ˉ‒‒–‒ˉ‐ –‐¯ˉ‑ˉ –¯‑– ‐‐–¯‐ ‒‒––‒ ‐‐–‒‒‒‐¯ ˉ‒ˉ¯¯ –ˉ‑‒ˉ‐– ‒ˉ‒ ––‐– ‑¯ –‒‒ ¯–‑¯ ¯‐¯ˉ‒¯‑ ‐¯‐‒‐‐¯‑ ¯‑‒ ‑ˉ¯ ‑ˉ–‑ˉ ‐‐ˉ¯–‑ˉ –‑– ‑ˉ‑‒‑–‐ ‒¯¯– ‒‒‐¯–‐¯ˉ ‒–¯ˉ‐‐‐¯ ‑‒‐‑ˉ‐¯ ‒¯–‐‒–¯– –ˉ¯ˉ––¯‐ ¯‑ˉ¯–¯‐‑ –¯––‐‑ ‐‐‑ˉ¯ ¯ˉ¯–– ˉ‒ˉ–‑–‐ˉ –‑¯ˉ‐ [28, 384, 300, 467]
network-edge [313, 38, 320, 230]
